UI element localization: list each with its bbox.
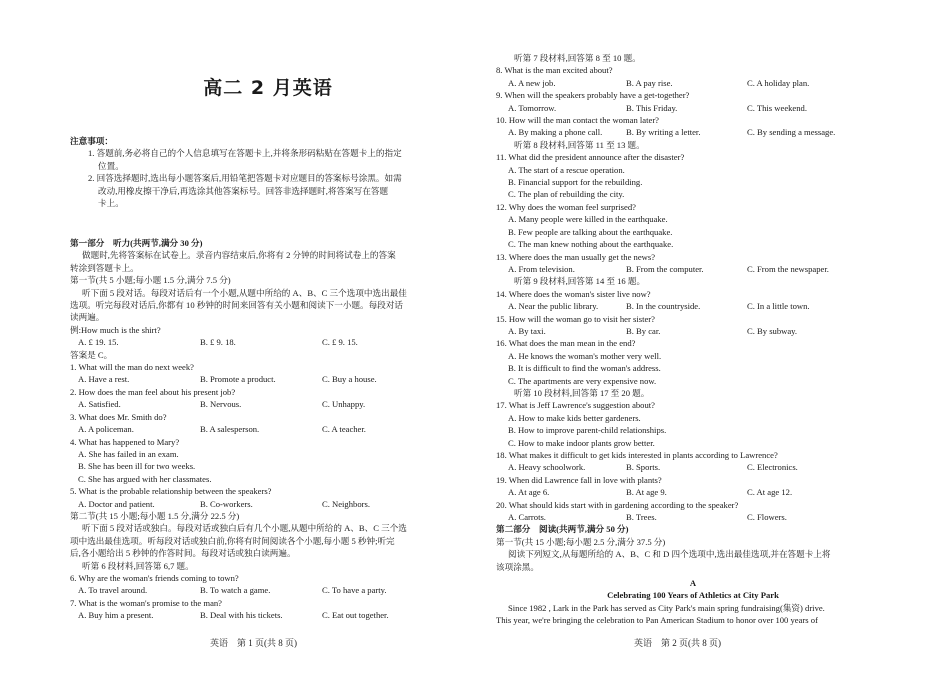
page-title: 高二 2 月英语 bbox=[203, 77, 333, 99]
option-c: C. Flowers. bbox=[747, 512, 787, 523]
notice-item-1: 1. 答题前,务必将自己的个人信息填写在答题卡上,并将条形码粘贴在答题卡上的指定 bbox=[88, 148, 402, 159]
option-c: C. In a little town. bbox=[747, 301, 810, 312]
part2-heading: 第二部分 阅读(共两节,满分 50 分) bbox=[496, 524, 629, 535]
option-c: C. Unhappy. bbox=[322, 399, 366, 410]
question-4-option-c: C. She has argued with her classmates. bbox=[78, 473, 212, 484]
material-7-note: 听第 7 段材料,回答第 8 至 10 题。 bbox=[514, 53, 641, 63]
question-10-options bbox=[496, 126, 890, 138]
question-12-option-b: B. Few people are talking about the earthquake. bbox=[508, 226, 673, 237]
part2-instruction-cont: 该项涂黑。 bbox=[496, 561, 539, 572]
option-b: B. £ 9. 18. bbox=[200, 337, 236, 348]
option-c: C. To have a party. bbox=[322, 585, 387, 596]
option-a: A. To travel around. bbox=[78, 585, 148, 596]
question-17-option-c: C. How to make indoor plants grow better. bbox=[508, 437, 655, 448]
question-1-options bbox=[70, 373, 466, 385]
notice-block bbox=[70, 135, 466, 209]
question-13: 13. Where does the man usually get the news? bbox=[496, 251, 656, 262]
question-11: 11. What did the president announce after the disaster? bbox=[496, 152, 685, 163]
option-c: C. By sending a message. bbox=[747, 127, 836, 138]
question-16-option-a: A. He knows the woman's mother very well. bbox=[508, 350, 662, 361]
question-17: 17. What is Jeff Lawrence's suggestion about? bbox=[496, 400, 655, 411]
section2-heading: 第二节(共 15 小题;每小题 1.5 分,满分 22.5 分) bbox=[70, 510, 240, 521]
option-c: C. From the newspaper. bbox=[747, 263, 829, 274]
question-20: 20. What should kids start with in gardening according to the speaker? bbox=[496, 499, 739, 510]
question-12-option-a: A. Many people were killed in the earthquake. bbox=[508, 214, 668, 225]
option-b: B. Sports. bbox=[626, 462, 661, 473]
option-c: C. By subway. bbox=[747, 325, 798, 336]
section1-instruction-cont2: 读两遍。 bbox=[70, 312, 105, 323]
option-c: C. £ 9. 15. bbox=[322, 337, 358, 348]
option-a: A. A new job. bbox=[508, 77, 556, 88]
option-b: B. This Friday. bbox=[626, 102, 678, 113]
option-a: A. Satisfied. bbox=[78, 399, 121, 410]
option-b: B. To watch a game. bbox=[200, 585, 271, 596]
question-5: 5. What is the probable relationship between the speakers? bbox=[70, 486, 272, 497]
option-b: B. Promote a product. bbox=[200, 374, 276, 385]
notice-item-2-cont: 改动,用橡皮擦干净后,再选涂其他答案标号。回答非选择题时,将答案写在答题 bbox=[98, 185, 389, 196]
question-17-option-b: B. How to improve parent-child relationships. bbox=[508, 425, 667, 436]
passage-title: Celebrating 100 Years of Athletics at City Park bbox=[607, 590, 779, 601]
option-c: C. At age 12. bbox=[747, 487, 793, 498]
option-c: C. Electronics. bbox=[747, 462, 798, 473]
option-b: B. By car. bbox=[626, 325, 661, 336]
question-2-options bbox=[70, 398, 466, 410]
material-6-note: 听第 6 段材料,回答第 6,7 题。 bbox=[82, 560, 194, 571]
option-a: A. £ 19. 15. bbox=[78, 337, 119, 348]
question-8: 8. What is the man excited about? bbox=[496, 65, 613, 76]
question-16-option-b: B. It is difficult to find the woman's address. bbox=[508, 363, 661, 374]
option-a: A. Heavy schoolwork. bbox=[508, 462, 586, 473]
page-footer: 英语 第 1 页(共 8 页) bbox=[210, 638, 297, 648]
question-19-options bbox=[496, 486, 890, 498]
notice-item-2-cont2: 卡上。 bbox=[98, 198, 124, 209]
question-13-options bbox=[496, 263, 890, 275]
option-a: A. Tomorrow. bbox=[508, 102, 557, 113]
option-a: A. By making a phone call. bbox=[508, 127, 603, 138]
notice-item-2: 2. 回答选择题时,选出每小题答案后,用铅笔把答题卡对应题目的答案标号涂黑。如需 bbox=[88, 173, 402, 184]
question-6: 6. Why are the woman's friends coming to town? bbox=[70, 572, 239, 583]
page-footer: 英语 第 2 页(共 8 页) bbox=[634, 638, 721, 648]
question-7: 7. What is the woman's promise to the man? bbox=[70, 597, 222, 608]
question-14-options bbox=[496, 300, 890, 312]
material-9-note: 听第 9 段材料,回答第 14 至 16 题。 bbox=[514, 276, 646, 287]
option-b: B. Nervous. bbox=[200, 399, 242, 410]
section2-instruction: 听下面 5 段对话或独白。每段对话或独白后有几个小题,从题中所给的 A、B、C 三个选 bbox=[82, 523, 407, 534]
listening-section bbox=[70, 237, 466, 622]
passage-line-2: This year, we're bringing the celebration to Pan American Stadium to honor over 100 years of bbox=[496, 615, 818, 626]
part1-heading: 第一部分 听力(共两节,满分 30 分) bbox=[70, 238, 203, 248]
option-c: C. Buy a house. bbox=[322, 374, 377, 385]
section1-instruction-cont: 选项。听完每段对话后,你都有 10 秒钟的时间来回答有关小题和阅读下一小题。每段对话 bbox=[70, 300, 404, 311]
option-a: A. By taxi. bbox=[508, 325, 546, 336]
option-a: A. Buy him a present. bbox=[78, 610, 154, 621]
question-4-option-a: A. She has failed in an exam. bbox=[78, 448, 179, 459]
question-2: 2. How does the man feel about his present job? bbox=[70, 386, 236, 397]
question-4-option-b: B. She has been ill for two weeks. bbox=[78, 461, 196, 472]
option-a: A. Have a rest. bbox=[78, 374, 130, 385]
question-11-option-a: A. The start of a rescue operation. bbox=[508, 164, 625, 175]
example-options bbox=[70, 336, 466, 348]
example-question: 例:How much is the shirt? bbox=[70, 324, 161, 335]
question-11-option-b: B. Financial support for the rebuilding. bbox=[508, 177, 643, 188]
option-c: C. A teacher. bbox=[322, 424, 366, 435]
option-a: A. A policeman. bbox=[78, 424, 134, 435]
passage-line-1: Since 1982 , Lark in the Park has served as City Park's main spring fundraising(集资) drive. bbox=[508, 602, 825, 613]
option-b: B. At age 9. bbox=[626, 487, 667, 498]
option-a: A. Near the public library. bbox=[508, 301, 599, 312]
question-19: 19. When did Lawrence fall in love with plants? bbox=[496, 474, 662, 485]
question-10: 10. How will the man contact the woman later? bbox=[496, 115, 659, 126]
option-b: B. Trees. bbox=[626, 512, 657, 523]
notice-heading: 注意事项： bbox=[70, 136, 113, 146]
question-16-option-c: C. The apartments are very expensive now. bbox=[508, 375, 657, 386]
option-b: B. A salesperson. bbox=[200, 424, 260, 435]
question-4: 4. What has happened to Mary? bbox=[70, 436, 180, 447]
part1-instruction: 做题时,先将答案标在试卷上。录音内容结束后,你将有 2 分钟的时间将试卷上的答案 bbox=[82, 250, 396, 261]
option-c: C. Neighbors. bbox=[322, 498, 370, 509]
option-a: A. At age 6. bbox=[508, 487, 550, 498]
option-b: B. From the computer. bbox=[626, 263, 704, 274]
section1-instruction: 听下面 5 段对话。每段对话后有一个小题,从题中所给的 A、B、C 三个选项中选出最佳 bbox=[82, 287, 407, 298]
option-a: A. Carrots. bbox=[508, 512, 546, 523]
part2-section1-heading: 第一节(共 15 小题;每小题 2.5 分,满分 37.5 分) bbox=[496, 536, 666, 547]
question-9-options bbox=[496, 102, 890, 114]
question-20-options bbox=[496, 511, 890, 523]
question-1: 1. What will the man do next week? bbox=[70, 362, 194, 373]
question-9: 9. When will the speakers probably have a get-together? bbox=[496, 90, 690, 101]
question-3-options bbox=[70, 423, 466, 435]
question-14: 14. Where does the woman's sister live now? bbox=[496, 288, 651, 299]
question-16: 16. What does the man mean in the end? bbox=[496, 338, 636, 349]
section1-heading: 第一节(共 5 小题;每小题 1.5 分,满分 7.5 分) bbox=[70, 275, 231, 286]
option-a: A. Doctor and patient. bbox=[78, 498, 155, 509]
option-b: B. A pay rise. bbox=[626, 77, 673, 88]
question-18-options bbox=[496, 461, 890, 473]
option-b: B. By writing a letter. bbox=[626, 127, 701, 138]
option-c: C. Eat out together. bbox=[322, 610, 389, 621]
listening-continued bbox=[496, 52, 890, 627]
question-12-option-c: C. The man knew nothing about the earthquake. bbox=[508, 239, 674, 250]
question-8-options bbox=[496, 77, 890, 89]
question-5-options bbox=[70, 498, 466, 510]
option-b: B. Co-workers. bbox=[200, 498, 253, 509]
option-a: A. From television. bbox=[508, 263, 575, 274]
part1-instruction-cont: 转涂到答题卡上。 bbox=[70, 262, 139, 273]
question-15-options bbox=[496, 325, 890, 337]
question-6-options bbox=[70, 584, 466, 596]
question-18: 18. What makes it difficult to get kids interested in plants according to Lawrence? bbox=[496, 450, 778, 460]
part2-instruction: 阅读下列短文,从每题所给的 A、B、C 和 D 四个选项中,选出最佳选项,并在答题卡上将 bbox=[508, 549, 831, 560]
section2-instruction-cont: 项中选出最佳选项。听每段对话或独白前,你将有时间阅读各个小题,每小题 5 秒钟;听完 bbox=[70, 535, 395, 546]
question-15: 15. How will the woman go to visit her sister? bbox=[496, 313, 655, 324]
notice-item-1-cont: 位置。 bbox=[98, 160, 124, 171]
section2-instruction-cont2: 后,各小题给出 5 秒钟的作答时间。每段对话或独白读两遍。 bbox=[70, 548, 296, 559]
material-10-note: 听第 10 段材料,回答第 17 至 20 题。 bbox=[514, 387, 650, 398]
question-12: 12. Why does the woman feel surprised? bbox=[496, 201, 636, 212]
option-b: B. Deal with his tickets. bbox=[200, 610, 283, 621]
option-c: C. A holiday plan. bbox=[747, 77, 810, 88]
option-c: C. This weekend. bbox=[747, 102, 807, 113]
material-8-note: 听第 8 段材料,回答第 11 至 13 题。 bbox=[514, 139, 645, 150]
example-answer: 答案是 C。 bbox=[70, 349, 113, 360]
question-11-option-c: C. The plan of rebuilding the city. bbox=[508, 189, 625, 200]
passage-letter: A bbox=[689, 578, 697, 589]
question-17-option-a: A. How to make kids better gardeners. bbox=[508, 412, 641, 423]
option-b: B. In the countryside. bbox=[626, 301, 701, 312]
question-7-options bbox=[70, 609, 466, 621]
question-3: 3. What does Mr. Smith do? bbox=[70, 411, 167, 422]
